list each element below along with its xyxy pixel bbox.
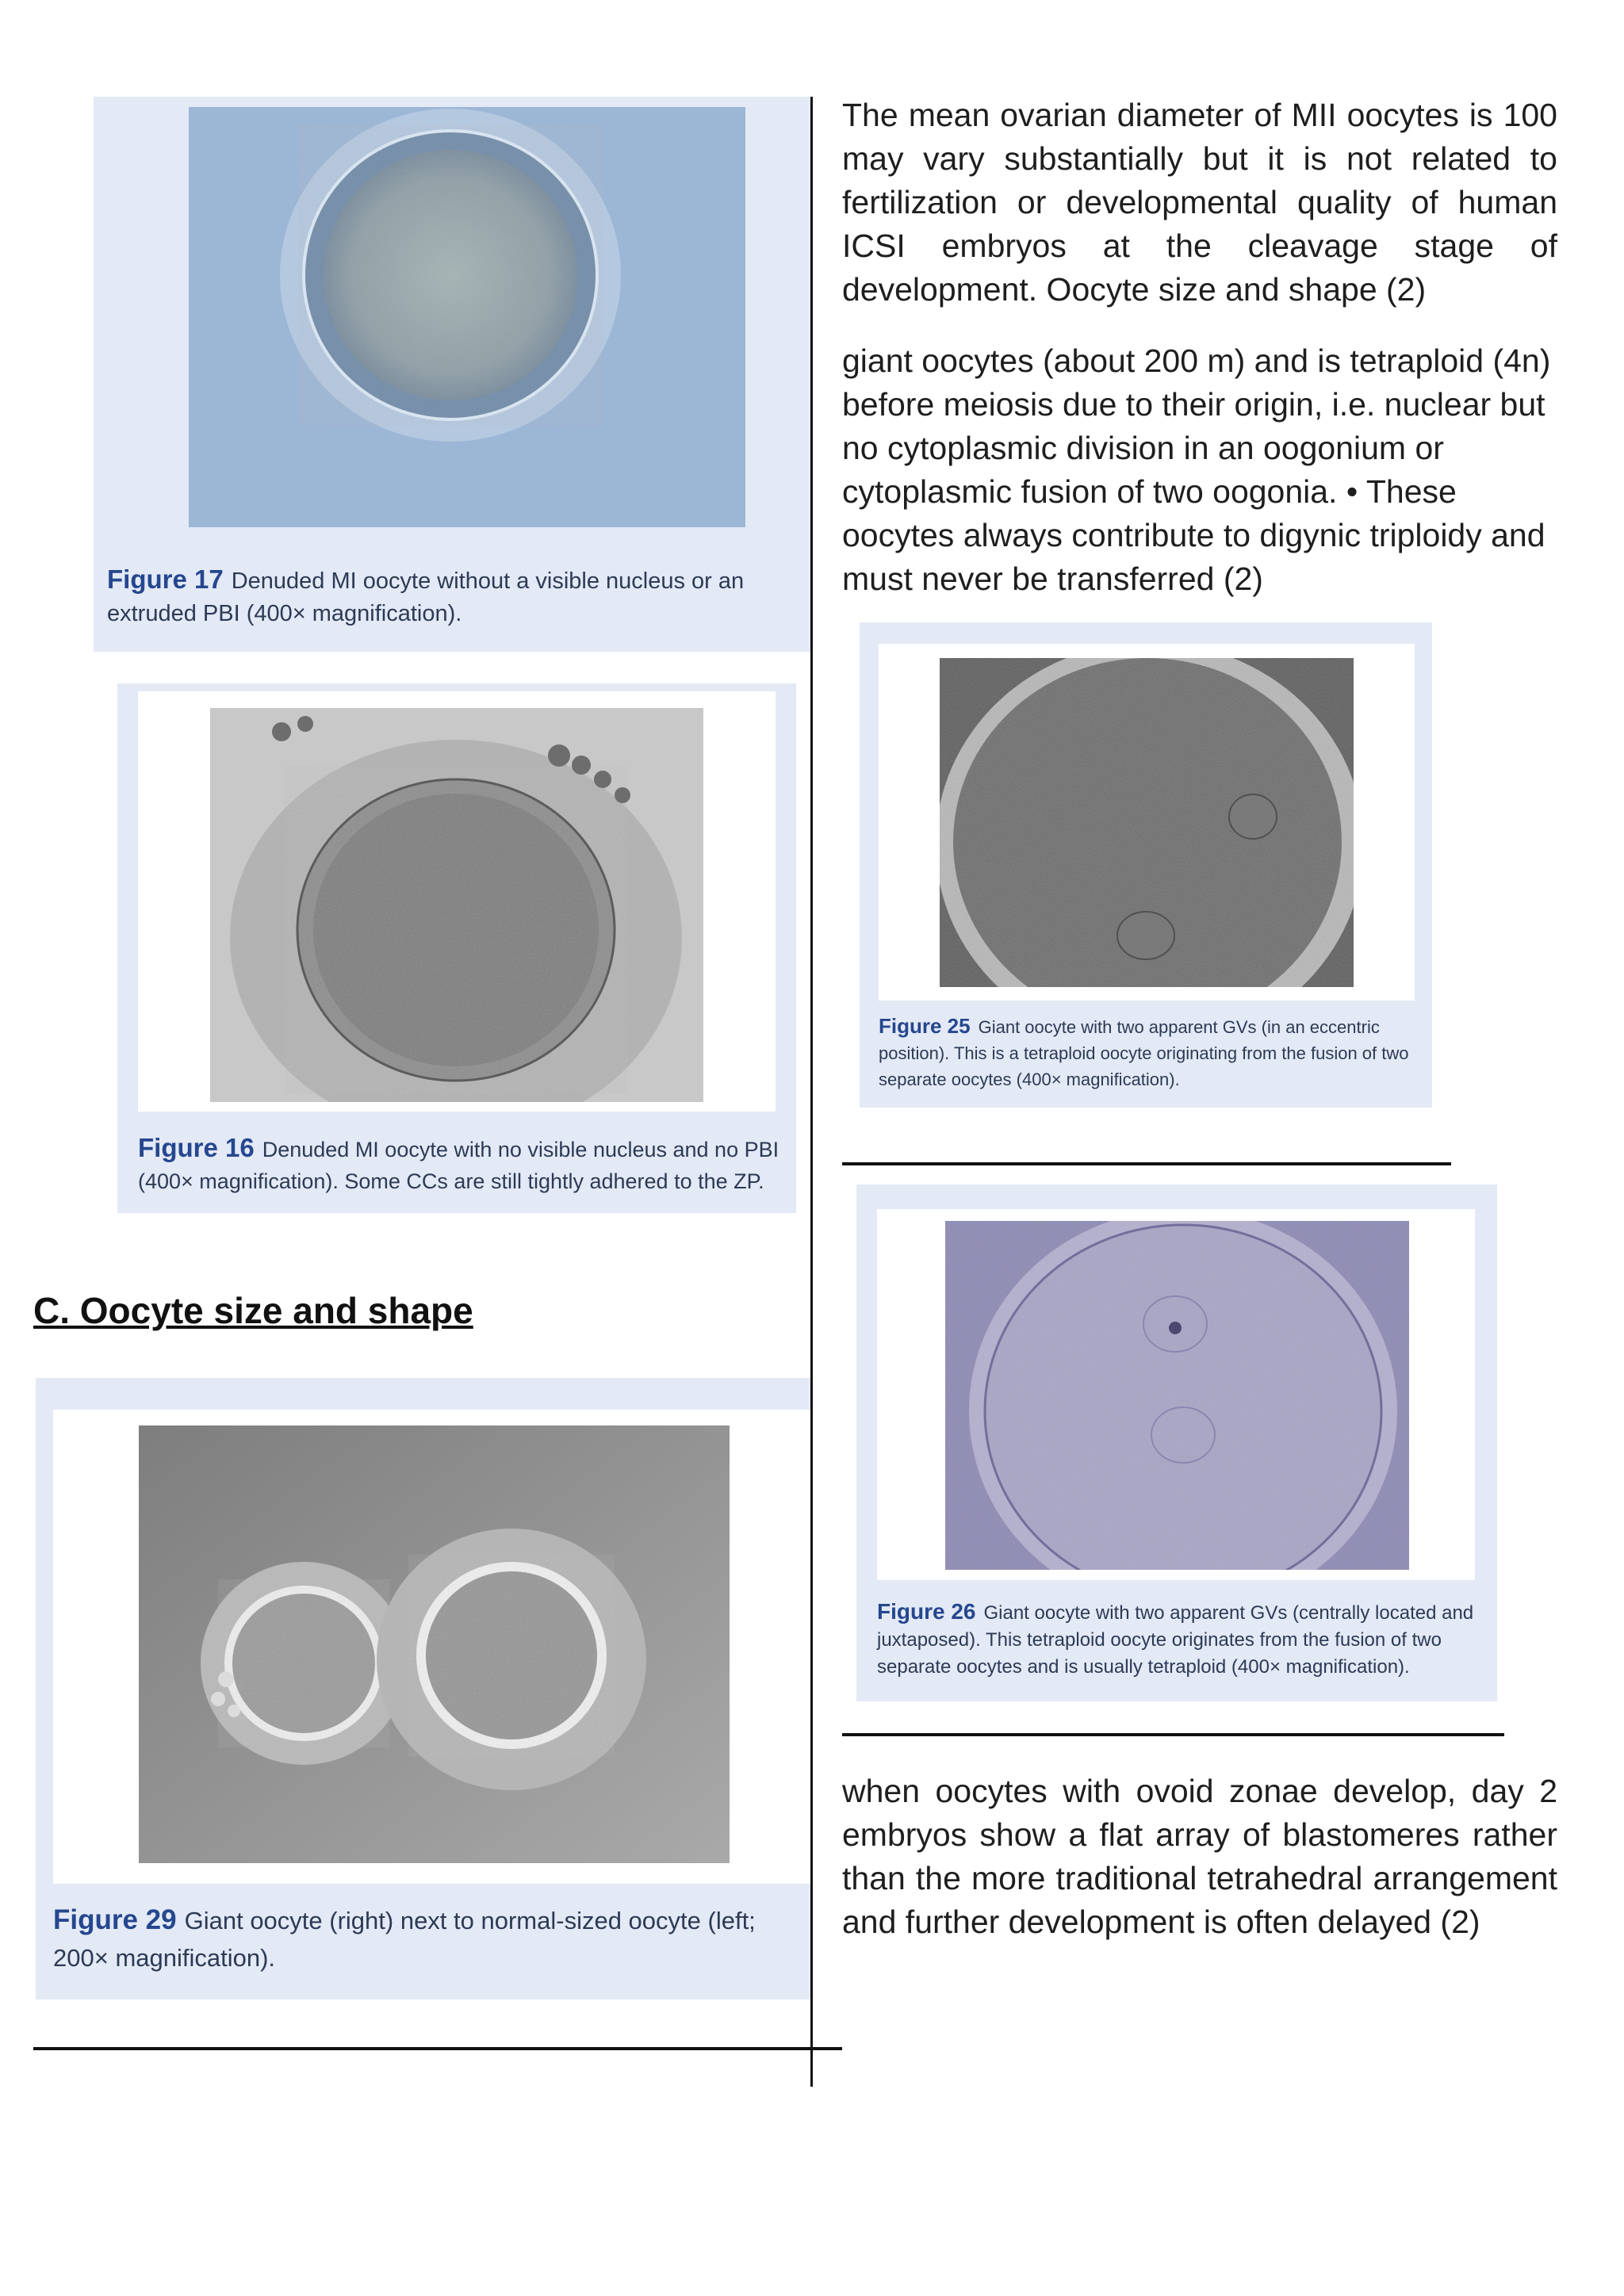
figure-25-label: Figure 25 xyxy=(879,1014,971,1038)
figure-25-caption-text: Giant oocyte with two apparent GVs (in an eccentric position). This is a tetraploid oocyte originating from the fusion of two separate oocytes (400× magnification). xyxy=(879,1017,1409,1089)
left-bottom-rule xyxy=(33,2047,842,2050)
figure-26-caption-text: Giant oocyte with two apparent GVs (centrally located and juxtaposed). This tetraploid oocyte originates from the fusion of two separate oocytes and is usually tetraploid (400× magnification). xyxy=(877,1602,1474,1678)
paragraph-1: The mean ovarian diameter of MII oocytes is 100 may vary substantially but it is not related to fertilization or developmental quality of human ICSI embryos at the cleavage stage of development. Oocyte size and shape (2) xyxy=(842,97,1557,308)
figure-16-image xyxy=(210,708,703,1102)
paragraph-3: when oocytes with ovoid zonae develop, day 2 embryos show a flat array of blastomeres rather than the more traditional tetrahedral arrangement and further development is often delayed (2) xyxy=(842,1773,1557,1940)
column-divider xyxy=(810,97,813,2087)
figure-29-caption-text: Giant oocyte (right) next to normal-sized oocyte (left; 200× magnification). xyxy=(53,1907,756,1972)
section-heading: C. Oocyte size and shape xyxy=(33,1290,473,1331)
figure-17-label: Figure 17 xyxy=(107,564,224,594)
figure-16-label: Figure 16 xyxy=(138,1133,255,1162)
figure-16-caption-text: Denuded MI oocyte with no visible nucleus and no PBI (400× magnification). Some CCs are still tightly adhered to the ZP. xyxy=(138,1138,779,1193)
figure-29-label: Figure 29 xyxy=(53,1904,177,1935)
right-rule-2 xyxy=(842,1733,1504,1736)
figure-25-caption xyxy=(879,1013,1418,1093)
figure-26-image xyxy=(945,1221,1409,1570)
figure-16-caption xyxy=(138,1132,780,1197)
figure-29-image xyxy=(139,1425,730,1863)
figure-29-caption xyxy=(53,1901,810,1976)
figure-17-caption-text: Denuded MI oocyte without a visible nucleus or an extruded PBI (400× magnification). xyxy=(107,568,745,626)
paragraph-2: giant oocytes (about 200 m) and is tetraploid (4n) before meiosis due to their origin, i.e. nuclear but no cytoplasmic division in an oogonium or cytoplasmic fusion of two oogonia. • These oocytes always contribute to digynic triploidy and must never be transferred (2) xyxy=(842,342,1551,597)
figure-17-image xyxy=(189,107,745,527)
right-rule-1 xyxy=(842,1162,1451,1165)
figure-25-image xyxy=(940,658,1354,987)
figure-26-label: Figure 26 xyxy=(877,1599,976,1624)
figure-17-caption xyxy=(107,563,809,630)
figure-26-caption xyxy=(877,1598,1488,1681)
